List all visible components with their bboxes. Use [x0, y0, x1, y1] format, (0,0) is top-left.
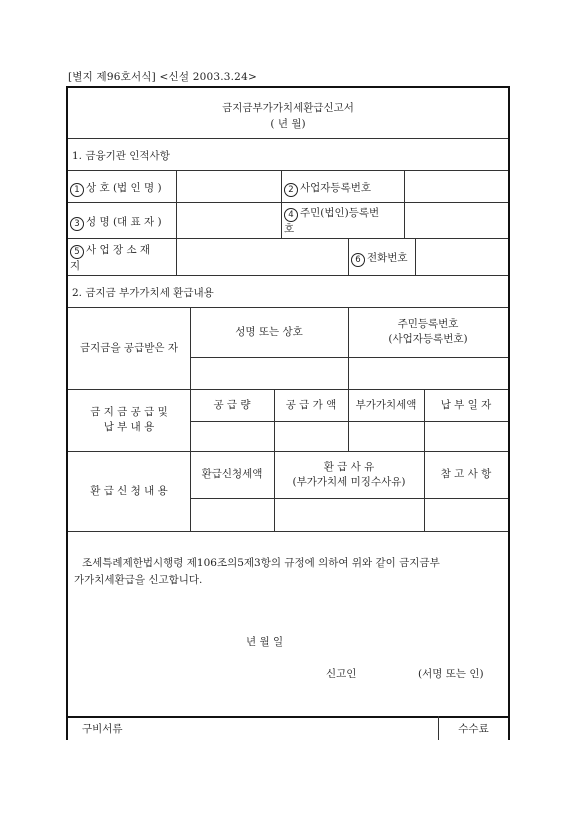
- recipient-label: 금지금을 공급받은 자: [80, 341, 178, 354]
- declaration-date: 년 월 일: [246, 636, 284, 648]
- col-refund-reason: 환 급 사 유 (부가가치세 미징수사유): [292, 460, 406, 488]
- col-payment-date: 납 부 일 자: [440, 398, 492, 411]
- name-or-company-label: 성명 또는 상호: [235, 325, 303, 338]
- circled-number-1-icon: 1: [70, 183, 84, 197]
- field-address-label: 5 사 업 장 소 재 지: [70, 244, 151, 272]
- col-refund-amount: 환급신청세액: [201, 468, 263, 480]
- declaration-line-1: 조세특례제한법시행령 제106조의5제3항의 규정에 의하여 위와 같이 금지금부: [82, 557, 440, 569]
- col-supply-price: 공 급 가 액: [285, 398, 337, 411]
- col-notes: 참 고 사 항: [440, 468, 492, 480]
- circled-number-4-icon: 4: [284, 208, 298, 222]
- supply-payment-label: 금 지 금 공 급 및 납 부 내 용: [90, 406, 168, 433]
- field-company-name-label: 1 상 호 (법 인 명 ): [70, 180, 162, 197]
- section2-heading: 2. 금지금 부가가치세 환급내용: [72, 287, 214, 299]
- col-supply-quantity: 공 급 량: [213, 398, 251, 411]
- form-title: 금지금부가가치세환급신고서: [222, 102, 354, 114]
- form-number-label: [별지 제96호서식] <신설 2003.3.24>: [68, 71, 257, 83]
- field-resident-number-label: 4 주민(법인)등록번 호: [284, 207, 380, 235]
- fee-label: 수수료: [458, 723, 489, 735]
- form-period: ( 년 월): [270, 118, 306, 130]
- required-documents-label: 구비서류: [82, 723, 123, 735]
- registration-number-label: 주민등록번호 (사업자등록번호): [388, 318, 468, 345]
- field-business-number-label: 2 사업자등록번호: [284, 180, 371, 197]
- refund-report-form: [66, 86, 510, 740]
- refund-request-label: 환 급 신 청 내 용: [90, 484, 168, 497]
- signature-label: (서명 또는 인): [418, 668, 484, 680]
- circled-number-5-icon: 5: [70, 245, 84, 259]
- circled-number-3-icon: 3: [70, 217, 84, 231]
- field-representative-label: 3 성 명 (대 표 자 ): [70, 214, 162, 231]
- declaration-line-2: 가가치세환급을 신고합니다.: [74, 574, 203, 586]
- circled-number-2-icon: 2: [284, 183, 298, 197]
- col-vat-amount: 부가가치세액: [355, 398, 417, 411]
- declarant-label: 신고인: [326, 668, 357, 680]
- circled-number-6-icon: 6: [351, 253, 365, 267]
- section1-heading: 1. 금융기관 인적사항: [72, 150, 170, 162]
- field-phone-label: 6 전화번호: [351, 250, 408, 267]
